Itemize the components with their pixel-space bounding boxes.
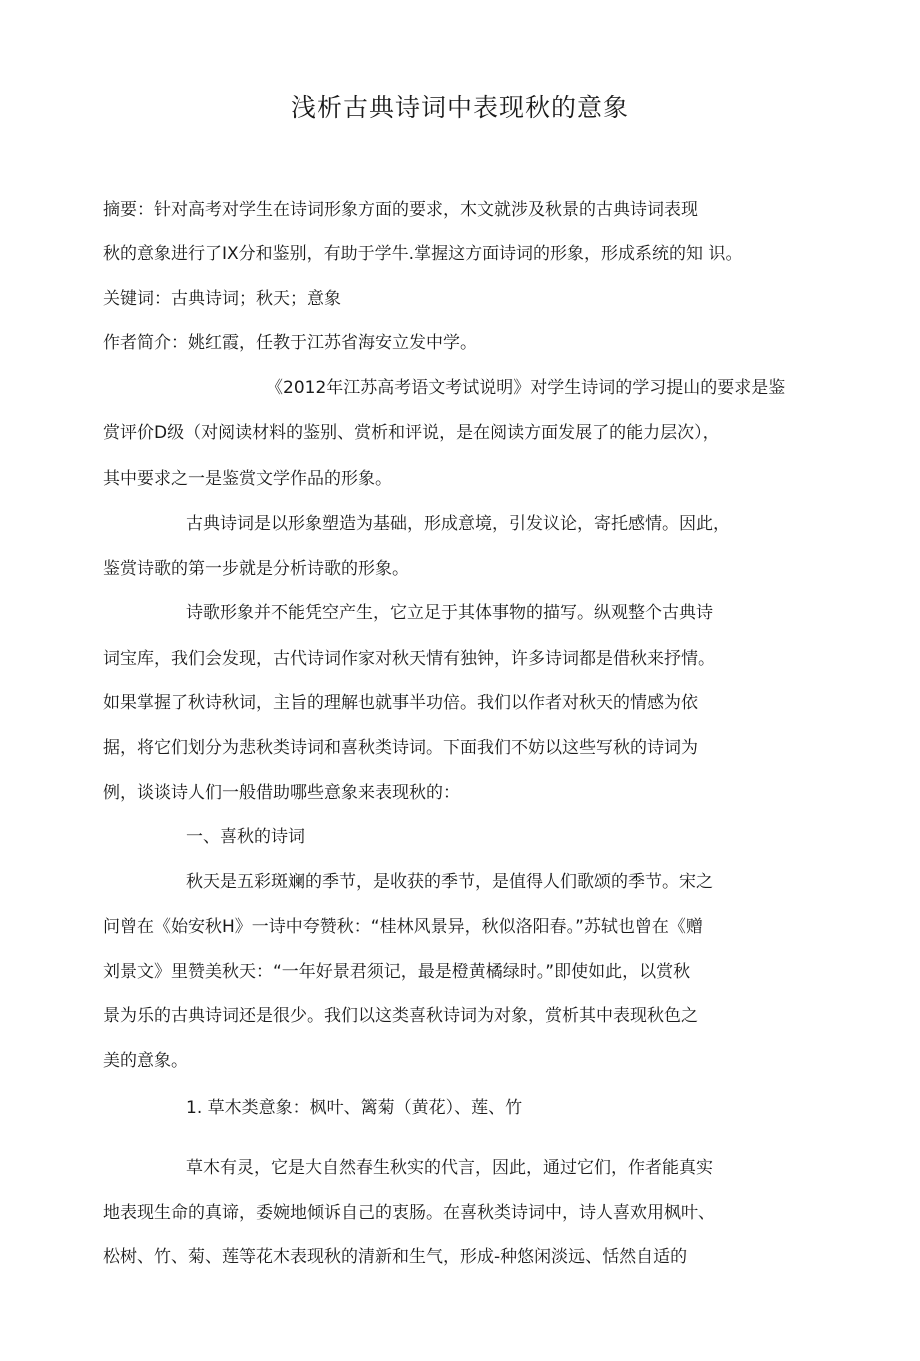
text-line: 据，将它们划分为悲秋类诗词和喜秋类诗词。下面我们不妨以这些写秋的诗词为 <box>103 738 698 758</box>
text-line: 松树、竹、菊、莲等花木表现秋的清新和生气，形成-种悠闲淡远、恬然自适的 <box>103 1247 688 1267</box>
text-line: 摘要：针对高考对学生在诗词形象方面的要求，木文就涉及秋景的古典诗词表现 <box>103 200 698 220</box>
text-line: 《2012年江苏高考语文考试说明》对学生诗词的学习提山的要求是鉴 <box>266 378 786 398</box>
subsection-heading: 1. 草木类意象：枫叶、篱菊（黄花）、莲、竹 <box>186 1098 523 1118</box>
text-line: 秋天是五彩斑斓的季节，是收获的季节，是值得人们歌颂的季节。宋之 <box>186 872 713 892</box>
text-line: 鉴赏诗歌的第一步就是分析诗歌的形象。 <box>103 559 409 579</box>
text-line: 草木有灵，它是大自然春生秋实的代言，因此，通过它们，作者能真实 <box>186 1158 713 1178</box>
text-line: 词宝库，我们会发现，古代诗词作家对秋天情有独钟，许多诗词都是借秋来抒情。 <box>103 649 715 669</box>
text-line: 关键词：古典诗词；秋天；意象 <box>103 289 341 309</box>
text-line: 作者简介：姚红霞，任教于江苏省海安立发中学。 <box>103 333 477 353</box>
text-line: 如果掌握了秋诗秋词，主旨的理解也就事半功倍。我们以作者对秋天的情感为依 <box>103 693 698 713</box>
text-line: 秋的意象进行了IX分和鉴别，有助于学牛.掌握这方面诗词的形象，形成系统的知 识。 <box>103 244 743 264</box>
text-line: 例，谈谈诗人们一般借助哪些意象来表现秋的： <box>103 783 460 803</box>
text-line: 诗歌形象并不能凭空产生，它立足于其体事物的描写。纵观整个古典诗 <box>186 603 713 623</box>
text-line: 景为乐的古典诗词还是很少。我们以这类喜秋诗词为对象，赏析其中表现秋色之 <box>103 1006 698 1026</box>
text-line: 其中要求之一是鉴赏文学作品的形象。 <box>103 469 392 489</box>
section-heading: 一、喜秋的诗词 <box>186 827 305 847</box>
text-line: 问曾在《始安秋H》一诗中夸赞秋：“桂林风景异，秋似洛阳春。”苏轼也曾在《赠 <box>103 917 703 937</box>
text-line: 地表现生命的真谛，委婉地倾诉自己的衷肠。在喜秋类诗词中，诗人喜欢用枫叶、 <box>103 1203 715 1223</box>
text-line: 古典诗词是以形象塑造为基础，形成意境，引发议论，寄托感情。因此， <box>186 514 730 534</box>
text-line: 刘景文》里赞美秋天：“一年好景君须记，最是橙黄橘绿时。”即使如此，以赏秋 <box>103 962 691 982</box>
document-title: 浅析古典诗词中表现秋的意象 <box>290 93 629 122</box>
text-line: 美的意象。 <box>103 1051 188 1071</box>
text-line: 赏评价D级（对阅读材料的鉴别、赏析和评说，是在阅读方面发展了的能力层次）， <box>103 423 720 443</box>
